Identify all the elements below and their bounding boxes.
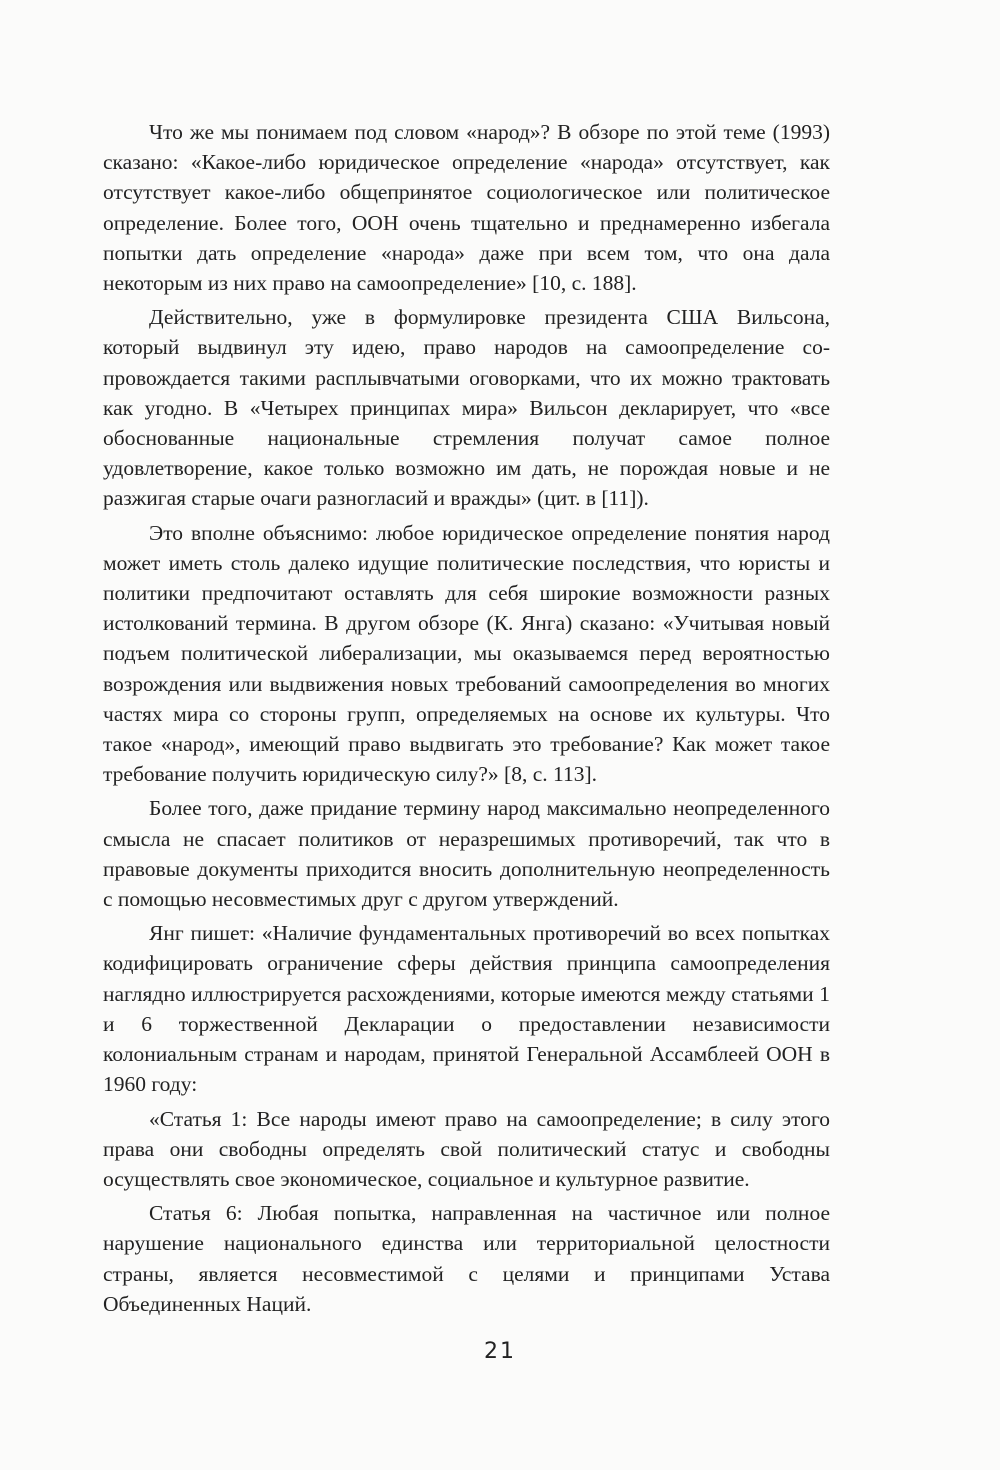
page-number: 21	[484, 1339, 516, 1364]
paragraph-4: Более того, даже придание термину народ максимально неопределенного смысла не спасает политиков от неразрешимых противоречий, так что в правовые документы приходится вносить дополнительную неопределенность с помощью несовместимых друг с другом утверждений.	[103, 796, 830, 912]
paragraph-5: Янг пишет: «Наличие фундаментальных противоречий во всех попытках кодифицировать ограничение сферы действия принципа самоопределения наглядно иллюстрируется расхождениями, которые имеются между статьями 1 и 6 торжественной Декларации о предоставлении независимости колониальным странам и народам, принятой Генеральной Ассамблеей ООН в 1960 году:	[103, 921, 830, 1097]
quote-article-1: «Статья 1: Все народы имеют право на самоопределение; в силу этого права они свободны определять свой политический статус и свободны осуществлять свое экономическое, социальное и культурное развитие.	[103, 1106, 830, 1191]
paragraph-3: Это вполне объяснимо: любое юридическое определение понятия народ может иметь столь далеко идущие политические последствия, что юристы и политики предпочитают оставлять для себя широкие возможности разных истолкований термина. В другом обзоре (К. Янга) сказано: «Учитывая новый подъем политической либерализации, мы оказываемся перед вероятностью возрождения или выдвижения новых требований самоопределения во многих частях мира со стороны групп, определяемых на основе их культуры. Что такое «народ», имеющий право выдвигать это требование? Как может такое требование получить юридическую силу?» [8, с. 113].	[103, 520, 830, 787]
quote-article-6: Статья 6: Любая попытка, направленная на частичное или полное нарушение национального единства или территориальной целостности страны, является несовместимой с целями и принципами Устава Объединенных Наций.	[103, 1201, 830, 1316]
paragraph-1: Что же мы понимаем под словом «народ»? В обзоре по этой теме (1993) сказано: «Какое-либо юридическое определение «народа» отсутствует, как отсутствует какое-либо общепринятое социологическое или политическое определение. Более того, ООН очень тщательно и преднамеренно избегала попытки дать определение «народа» даже при всем том, что она дала некоторым из них право на самоопределение» [10, с. 188].	[103, 120, 830, 296]
paragraph-2: Действительно, уже в формулировке президента США Вильсона, который выдвинул эту идею, право народов на самоопределение сопровождается такими расплывчатыми оговорками, что их можно трактовать как угодно. В «Четырех принципах мира» Вильсон декларирует, что «все обоснованные национальные стремления получат самое полное удовлетворение, какое только возможно им дать, не порождая новые и не разжигая старые очаги разногласий и вражды» (цит. в [11]).	[103, 305, 830, 511]
text-column	[103, 117, 830, 1323]
